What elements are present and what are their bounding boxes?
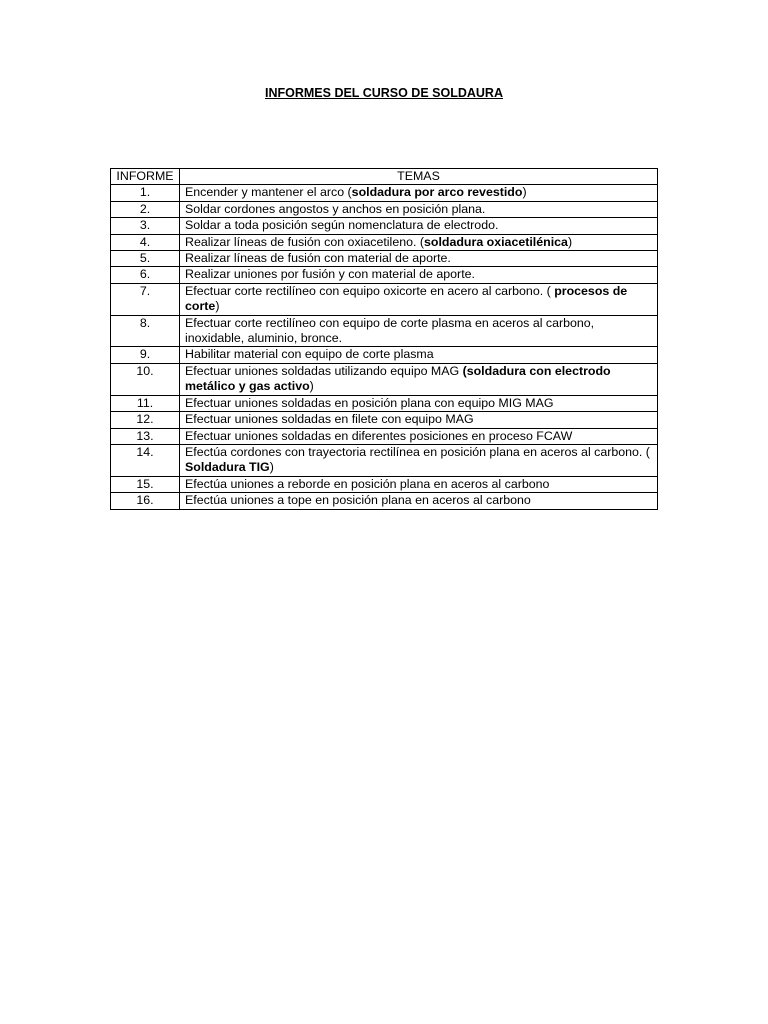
tema-segment: ) xyxy=(215,299,220,314)
tema-segment: Efectuar uniones soldadas utilizando equipo MAG xyxy=(185,363,463,378)
informe-number: 16. xyxy=(111,493,180,509)
informe-number: 7. xyxy=(111,283,180,315)
informe-number: 5. xyxy=(111,251,180,267)
tema-text xyxy=(180,201,658,217)
tema-text xyxy=(180,283,658,315)
informe-number: 13. xyxy=(111,428,180,444)
tema-text xyxy=(180,347,658,363)
informe-number: 12. xyxy=(111,412,180,428)
informe-number: 8. xyxy=(111,315,180,347)
tema-segment: ) xyxy=(309,379,314,394)
tema-segment: ) xyxy=(567,234,573,249)
table-row xyxy=(111,428,658,444)
table-row xyxy=(111,412,658,428)
tema-segment: Efectúa uniones a tope en posición plana en aceros al carbono xyxy=(185,493,531,508)
table-row xyxy=(111,185,658,201)
tema-text xyxy=(180,493,658,509)
tema-segment: ) xyxy=(522,185,527,200)
tema-bold-segment: soldadura por arco revestido xyxy=(351,185,523,200)
table-row xyxy=(111,363,658,395)
table-body xyxy=(111,185,658,509)
tema-bold-segment: Soldadura TIG xyxy=(185,460,270,475)
table-row xyxy=(111,444,658,476)
informe-number: 11. xyxy=(111,395,180,411)
tema-segment: Efectuar corte rectilíneo con equipo oxicorte en acero al carbono. ( xyxy=(185,283,555,298)
table-row xyxy=(111,218,658,234)
tema-bold-segment: soldadura oxiacetilénica xyxy=(424,234,568,249)
table-row xyxy=(111,493,658,509)
table-row xyxy=(111,283,658,315)
table-row xyxy=(111,234,658,250)
informe-number: 14. xyxy=(111,444,180,476)
informes-table xyxy=(110,168,658,510)
tema-bold-segment: (soldadura con electrodo metálico y gas activo xyxy=(185,363,611,394)
tema-text xyxy=(180,412,658,428)
table-row xyxy=(111,347,658,363)
informe-number: 1. xyxy=(111,185,180,201)
tema-text xyxy=(180,444,658,476)
informe-number: 2. xyxy=(111,201,180,217)
tema-segment: Realizar uniones por fusión y con material de aporte. xyxy=(185,267,475,282)
table-row xyxy=(111,201,658,217)
tema-text xyxy=(180,428,658,444)
page-title: INFORMES DEL CURSO DE SOLDAURA xyxy=(265,86,503,100)
tema-segment: Habilitar material con equipo de corte plasma xyxy=(185,347,434,362)
tema-segment: Encender y mantener el arco ( xyxy=(185,185,352,200)
tema-text xyxy=(180,234,658,250)
tema-segment: Realizar líneas de fusión con oxiacetileno. ( xyxy=(185,234,424,249)
tema-text xyxy=(180,185,658,201)
header-informe: INFORME xyxy=(111,169,180,185)
tema-text xyxy=(180,251,658,267)
informe-number: 6. xyxy=(111,267,180,283)
tema-text xyxy=(180,363,658,395)
table-row xyxy=(111,315,658,347)
tema-text xyxy=(180,395,658,411)
informe-number: 9. xyxy=(111,347,180,363)
tema-segment: Efectúa uniones a reborde en posición plana en aceros al carbono xyxy=(185,476,550,491)
table-row xyxy=(111,476,658,492)
tema-segment: ) xyxy=(269,460,274,475)
tema-segment: Efectuar corte rectilíneo con equipo de corte plasma en aceros al carbono, inoxidable, aluminio, bronce. xyxy=(185,315,595,346)
tema-text xyxy=(180,267,658,283)
table-header-row xyxy=(111,169,658,185)
table-row xyxy=(111,267,658,283)
tema-segment: Soldar cordones angostos y anchos en posición plana. xyxy=(185,201,486,216)
tema-segment: Efectúa cordones con trayectoria rectilínea en posición plana en aceros al carbono. ( xyxy=(185,444,650,459)
table-row xyxy=(111,251,658,267)
tema-segment: Efectuar uniones soldadas en posición plana con equipo MIG MAG xyxy=(185,395,554,410)
tema-bold-segment: procesos de corte xyxy=(185,283,628,314)
tema-text xyxy=(180,218,658,234)
informe-number: 3. xyxy=(111,218,180,234)
header-temas: TEMAS xyxy=(180,169,658,185)
tema-text xyxy=(180,315,658,347)
table-row xyxy=(111,395,658,411)
informe-number: 15. xyxy=(111,476,180,492)
tema-segment: Efectuar uniones soldadas en filete con equipo MAG xyxy=(185,412,474,427)
tema-segment: Realizar líneas de fusión con material de aporte. xyxy=(185,251,451,266)
tema-text xyxy=(180,476,658,492)
informe-number: 10. xyxy=(111,363,180,395)
tema-segment: Efectuar uniones soldadas en diferentes posiciones en proceso FCAW xyxy=(185,428,573,443)
tema-segment: Soldar a toda posición según nomenclatura de electrodo. xyxy=(185,218,499,233)
informe-number: 4. xyxy=(111,234,180,250)
